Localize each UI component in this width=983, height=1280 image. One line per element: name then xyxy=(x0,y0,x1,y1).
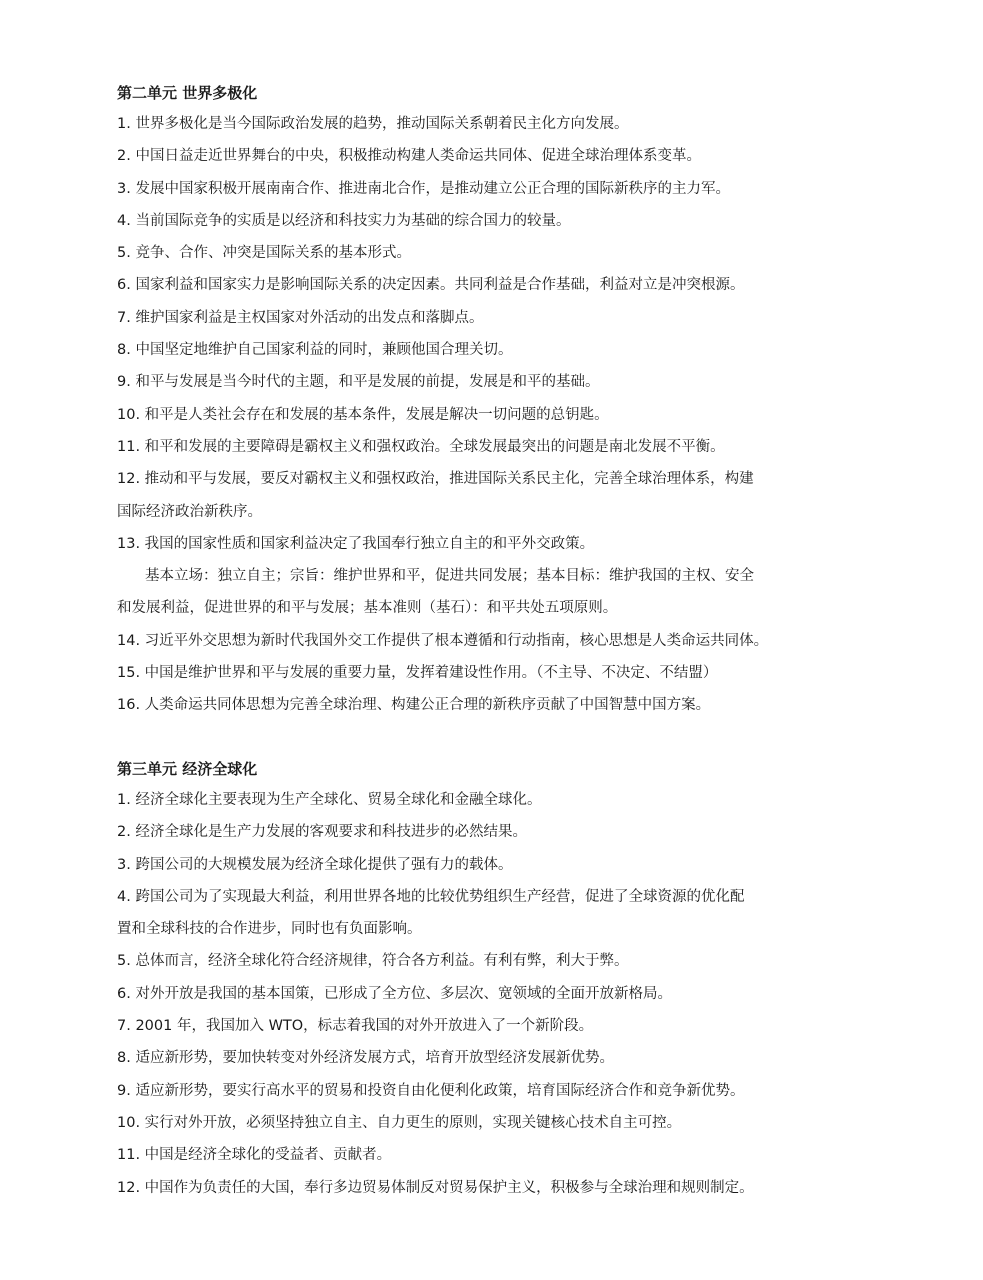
text-line: 1. 经济全球化主要表现为生产全球化、贸易全球化和金融全球化。 xyxy=(117,792,542,808)
text-line: 2. 经济全球化是生产力发展的客观要求和科技进步的必然结果。 xyxy=(117,824,527,841)
text-line: 4. 当前国际竞争的实质是以经济和科技实力为基础的综合国力的较量。 xyxy=(117,212,571,229)
text-line: 4. 跨国公司为了实现最大利益，利用世界各地的比较优势组织生产经营，促进了全球资源的优化配 xyxy=(117,888,745,905)
section-economic-globalization xyxy=(117,754,877,1204)
text-line: 3. 发展中国家积极开展南南合作、推进南北合作，是推动建立公正合理的国际新秩序的主力军。 xyxy=(117,180,730,197)
section-heading: 第三单元 经济全球化 xyxy=(117,760,258,778)
text-line: 11. 中国是经济全球化的受益者、贡献者。 xyxy=(117,1147,392,1164)
section-world-multipolarization xyxy=(117,78,877,722)
text-line: 13. 我国的国家性质和国家利益决定了我国奉行独立自主的和平外交政策。 xyxy=(117,535,595,552)
text-line: 9. 和平与发展是当今时代的主题，和平是发展的前提，发展是和平的基础。 xyxy=(117,374,600,391)
text-line: 14. 习近平外交思想为新时代我国外交工作提供了根本遵循和行动指南，核心思想是人类命运共同体。 xyxy=(117,632,769,649)
text-line: 8. 适应新形势，要加快转变对外经济发展方式，培育开放型经济发展新优势。 xyxy=(117,1050,614,1067)
text-line: 1. 世界多极化是当今国际政治发展的趋势，推动国际关系朝着民主化方向发展。 xyxy=(117,116,629,132)
text-line: 3. 跨国公司的大规模发展为经济全球化提供了强有力的载体。 xyxy=(117,856,513,873)
text-line: 5. 总体而言，经济全球化符合经济规律，符合各方利益。有利有弊，利大于弊。 xyxy=(117,953,629,970)
section-heading: 第二单元 世界多极化 xyxy=(117,84,258,102)
text-line: 基本立场：独立自主；宗旨：维护世界和平，促进共同发展；基本目标：维护我国的主权、安全 xyxy=(145,568,754,585)
text-line: 9. 适应新形势，要实行高水平的贸易和投资自由化便利化政策，培育国际经济合作和竞争新优势。 xyxy=(117,1082,745,1099)
text-line: 10. 和平是人类社会存在和发展的基本条件，发展是解决一切问题的总钥匙。 xyxy=(117,406,609,423)
text-line: 5. 竞争、合作、冲突是国际关系的基本形式。 xyxy=(117,245,411,262)
text-line: 置和全球科技的合作进步，同时也有负面影响。 xyxy=(117,921,422,938)
text-line: 6. 国家利益和国家实力是影响国际关系的决定因素。共同利益是合作基础，利益对立是冲突根源。 xyxy=(117,277,745,294)
text-line: 国际经济政治新秩序。 xyxy=(117,503,262,520)
text-line: 10. 实行对外开放，必须坚持独立自主、自力更生的原则，实现关键核心技术自主可控。 xyxy=(117,1114,682,1131)
text-line: 7. 维护国家利益是主权国家对外活动的出发点和落脚点。 xyxy=(117,309,484,326)
text-line: 8. 中国坚定地维护自己国家利益的同时，兼顾他国合理关切。 xyxy=(117,342,513,359)
text-line: 11. 和平和发展的主要障碍是霸权主义和强权政治。全球发展最突出的问题是南北发展不平衡。 xyxy=(117,438,725,455)
text-line: 12. 推动和平与发展，要反对霸权主义和强权政治，推进国际关系民主化，完善全球治理体系，构建 xyxy=(117,471,754,488)
text-line: 15. 中国是维护世界和平与发展的重要力量，发挥着建设性作用。（不主导、不决定、不结盟） xyxy=(117,665,718,682)
text-line: 6. 对外开放是我国的基本国策，已形成了全方位、多层次、宽领域的全面开放新格局。 xyxy=(117,985,672,1002)
text-line: 12. 中国作为负责任的大国，奉行多边贸易体制反对贸易保护主义，积极参与全球治理和规则制定。 xyxy=(117,1179,754,1196)
text-line: 和发展利益，促进世界的和平与发展；基本准则（基石）：和平共处五项原则。 xyxy=(117,600,618,617)
text-line: 2. 中国日益走近世界舞台的中央，积极推动构建人类命运共同体、促进全球治理体系变革。 xyxy=(117,148,701,165)
text-line: 16. 人类命运共同体思想为完善全球治理、构建公正合理的新秩序贡献了中国智慧中国方案。 xyxy=(117,697,711,714)
text-line: 7. 2001 年，我国加入 WTO，标志着我国的对外开放进入了一个新阶段。 xyxy=(117,1018,594,1035)
